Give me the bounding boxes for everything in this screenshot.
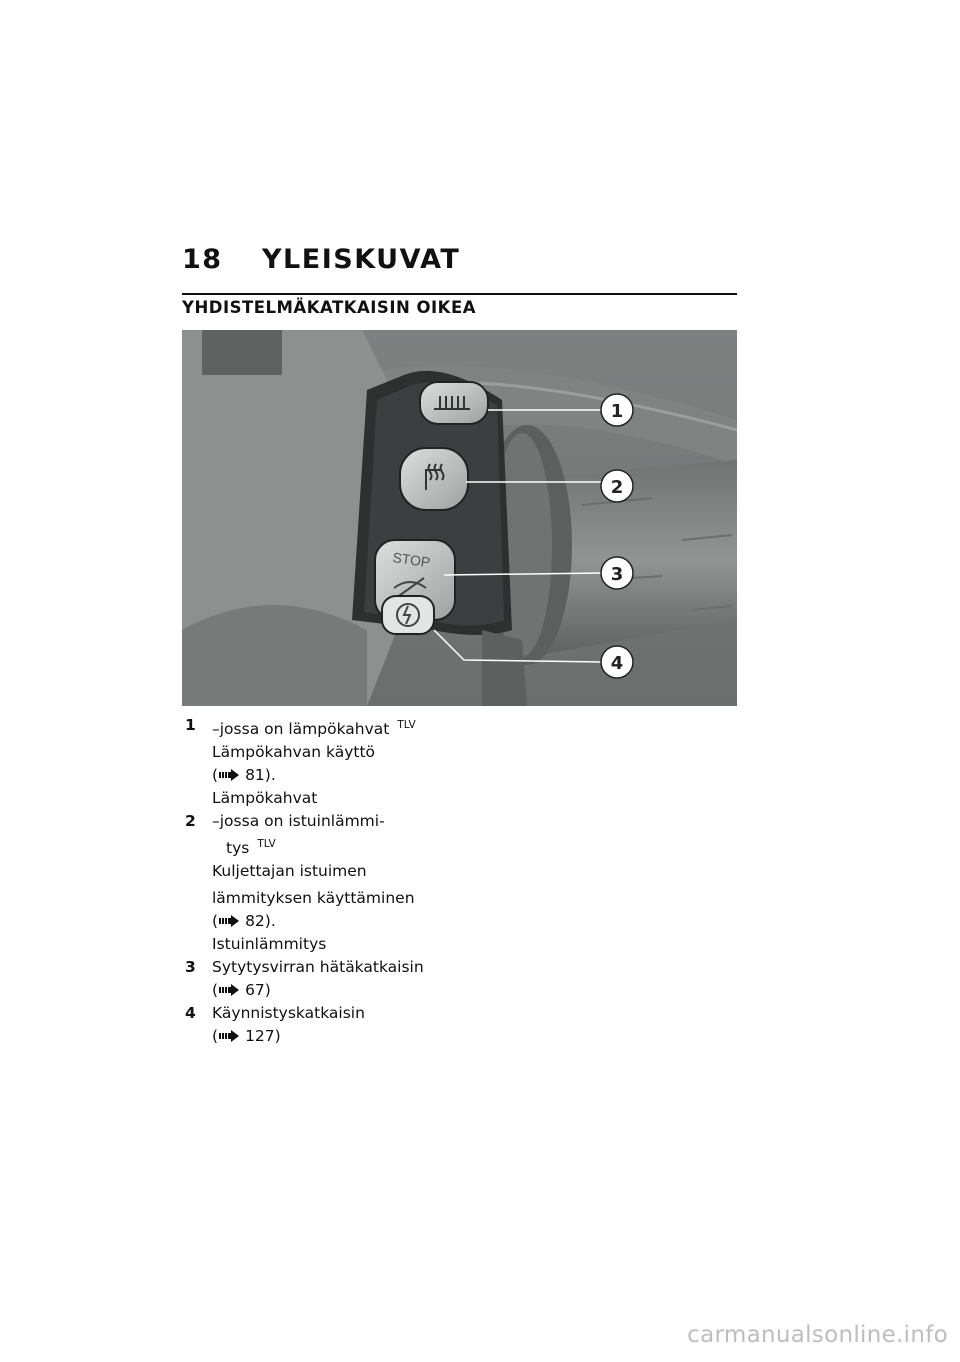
callout-2: [601, 470, 633, 502]
callout-4: [601, 646, 633, 678]
legend-text: –jossa on istuinlämmi-: [212, 812, 385, 831]
legend-text: tys: [226, 839, 250, 858]
legend-text: –jossa on lämpökahvat: [212, 720, 390, 739]
legend-number: 1: [185, 716, 196, 734]
callout-2-label: 2: [610, 477, 624, 498]
page-ref-arrow-icon: [219, 915, 239, 927]
callout-3: [601, 557, 633, 589]
tlv-tag: TLV: [257, 838, 276, 851]
page-ref-arrow-icon: [219, 984, 239, 996]
page-ref-arrow-icon: [219, 769, 239, 781]
page-ref-arrow-icon: [219, 1030, 239, 1042]
page-ref[interactable]: 127): [245, 1027, 281, 1046]
header-rule: [182, 293, 737, 295]
legend-item-1: 1 –jossa on lämpökahvat $^{TLV}$ Lämpökahvan käyttö ( 81). Lämpökahvat: [182, 714, 472, 810]
watermark: carmanualsonline.info: [687, 1322, 948, 1348]
legend-text: Istuinlämmitys: [212, 935, 327, 954]
legend-number: 2: [185, 812, 196, 831]
tlv-tag: TLV: [397, 719, 416, 731]
legend-text: Kuljettajan istuimen: [212, 862, 367, 881]
legend-item-4: 4 Käynnistyskatkaisin ( 127): [182, 1002, 472, 1048]
callout-3-label: 3: [610, 564, 624, 585]
callout-1: [601, 394, 633, 426]
page-ref[interactable]: 82).: [245, 912, 276, 931]
section-title: YHDISTELMÄKATKAISIN OIKEA: [182, 298, 476, 317]
chapter-title: YLEISKUVAT: [262, 244, 461, 275]
page-ref[interactable]: 81).: [245, 766, 276, 785]
page-header: [182, 244, 460, 275]
stop-label: STOP: [391, 549, 432, 571]
legend-text: Käynnistyskatkaisin: [212, 1004, 365, 1023]
legend-number: 4: [185, 1004, 196, 1023]
legend-text: Lämpökahvat: [212, 789, 318, 808]
page-ref[interactable]: 67): [245, 981, 271, 1000]
legend-item-3: 3 Sytytysvirran hätäkatkaisin ( 67): [182, 956, 472, 1002]
legend-number: 3: [185, 958, 196, 977]
callout-1-label: 1: [610, 401, 624, 422]
switch-photo: [182, 330, 737, 706]
page-number: 18: [182, 244, 223, 275]
legend-text: Sytytysvirran hätäkatkaisin: [212, 958, 424, 977]
legend-text: lämmityksen käyttäminen: [212, 889, 415, 908]
legend-item-2: 2 –jossa on istuinlämmi- tys $^{TLV}$ Kuljettajan istuimen lämmityksen käyttäminen ( 82). Istuinlämmitys: [182, 810, 472, 956]
legend-text: Lämpökahvan käyttö: [212, 743, 376, 762]
callout-4-label: 4: [610, 653, 624, 674]
legend-list: [182, 714, 472, 1048]
